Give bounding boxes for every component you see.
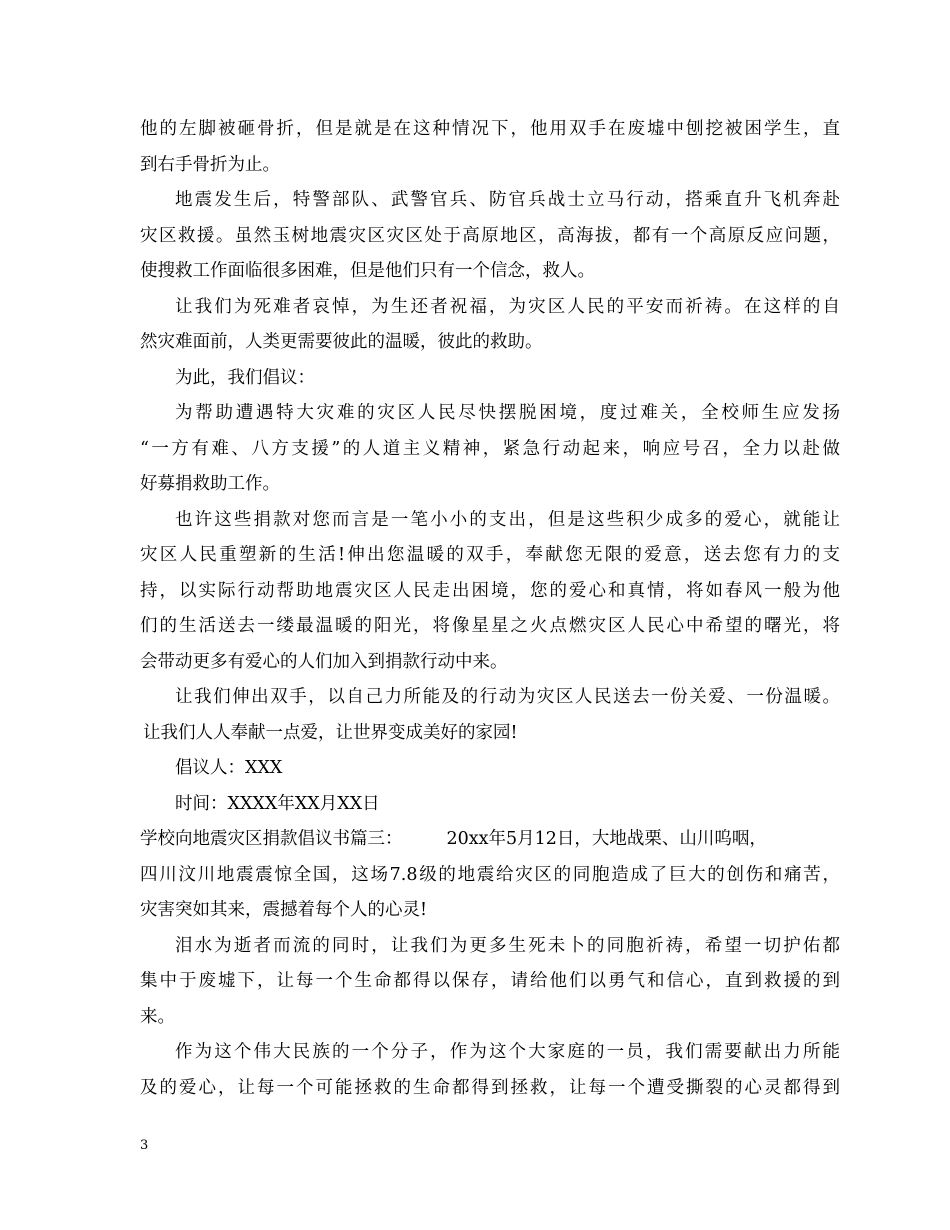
text-line: “一方有难、八方支援”的人道主义精神，紧急行动起来，响应号召，全力以赴做	[140, 438, 840, 459]
text-line: 灾害突如其来，震撼着每个人的心灵!	[140, 900, 428, 920]
text-line: 好募捐救助工作。	[140, 474, 280, 494]
text-line: 及的爱心，让每一个可能拯救的生命都得到拯救，让每一个遭受撕裂的心灵都得到	[140, 1077, 840, 1098]
signatory-line: 倡议人：XXX	[175, 758, 283, 778]
text-line: 让我们人人奉献一点爱，让世界变成美好的家园!	[143, 722, 518, 743]
date-line: 时间：XXXX年XX月XX日	[175, 793, 380, 814]
text-line: 泪水为逝者而流的同时，让我们为更多生死未卜的同胞祈祷，希望一切护佑都	[175, 935, 840, 956]
text-line: 到右手骨折为止。	[140, 154, 280, 175]
text-line: 然灾难面前，人类更需要彼此的温暖，彼此的救助。	[140, 332, 543, 352]
text-line: 使搜救工作面临很多困难，但是他们只有一个信念，救人。	[140, 261, 595, 281]
text-line: 地震发生后，特警部队、武警官兵、防官兵战士立马行动，搭乘直升飞机奔赴	[175, 190, 840, 210]
section-heading: 学校向地震灾区捐款倡议书篇三：	[140, 829, 403, 849]
text-line: 让我们伸出双手，以自己力所能及的行动为灾区人民送去一份关爱、一份温暖。	[175, 687, 840, 707]
text-line: 来。	[140, 1006, 175, 1027]
text-line: 20xx年5月12日，大地战栗、山川呜咽，	[446, 829, 767, 849]
text-line: 他的左脚被砸骨折，但是就是在这种情况下，他用双手在废墟中刨挖被困学生，直	[140, 119, 840, 139]
text-line: 会带动更多有爱心的人们加入到捐款行动中来。	[140, 651, 508, 672]
text-line: 们的生活送去一缕最温暖的阳光，将像星星之火点燃灾区人民心中希望的曙光，将	[140, 616, 840, 636]
text-line: 让我们为死难者哀悼，为生还者祝福，为灾区人民的平安而祈祷。在这样的自	[175, 296, 840, 317]
text-line: 也许这些捐款对您而言是一笔小小的支出，但是这些积少成多的爱心，就能让	[175, 509, 840, 530]
text-line: 持，以实际行动帮助地震灾区人民走出困境，您的爱心和真情，将如春风一般为他	[140, 580, 840, 601]
text-line: 灾区救援。虽然玉树地震灾区灾区处于高原地区，高海拔，都有一个高原反应问题，	[140, 225, 840, 246]
page-number: 3	[140, 1138, 149, 1153]
text-line: 为帮助遭遇特大灾难的灾区人民尽快摆脱困境，度过难关，全校师生应发扬	[175, 403, 840, 423]
text-line: 四川汶川地震震惊全国，这场7.8级的地震给灾区的同胞造成了巨大的创伤和痛苦，	[140, 864, 840, 885]
document-body	[140, 112, 840, 1106]
text-line: 集中于废墟下，让每一个生命都得以保存，请给他们以勇气和信心，直到救援的到	[140, 971, 840, 991]
section-heading-line	[140, 822, 840, 858]
text-line: 为此，我们倡议：	[175, 367, 315, 388]
text-line: 作为这个伟大民族的一个分子，作为这个大家庭的一员，我们需要献出力所能	[175, 1042, 840, 1062]
text-line: 灾区人民重塑新的生活!伸出您温暖的双手，奉献您无限的爱意，送去您有力的支	[140, 545, 840, 565]
